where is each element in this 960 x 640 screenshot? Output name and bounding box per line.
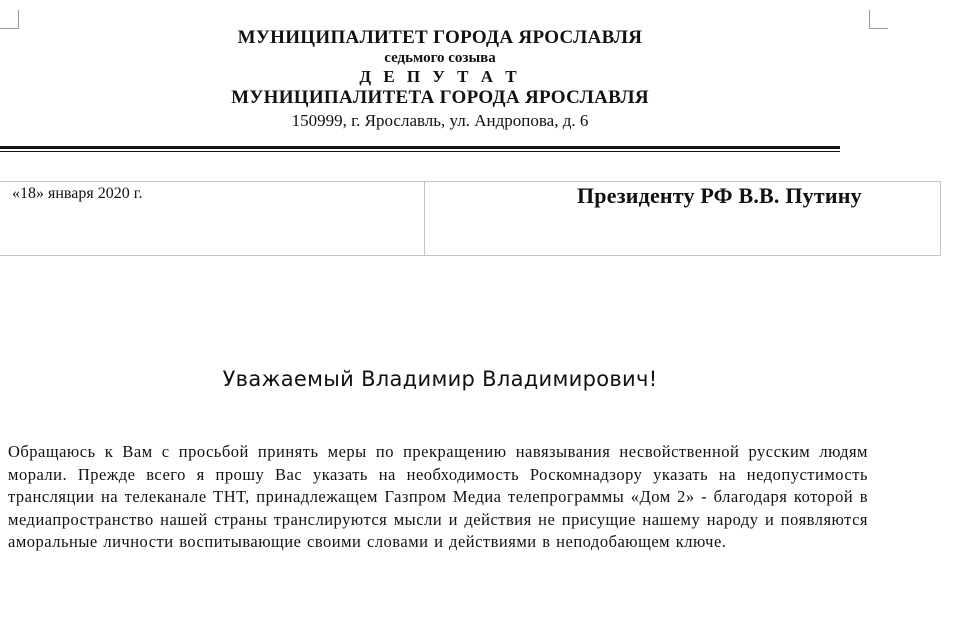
letter-date: «18» января 2020 г.	[12, 185, 143, 202]
table-cell-divider	[424, 182, 425, 255]
letterhead-org: МУНИЦИПАЛИТЕТ ГОРОДА ЯРОСЛАВЛЯ	[237, 27, 643, 48]
letterhead-rule-thick	[0, 146, 840, 149]
letter-addressee: Президенту РФ В.В. Путину	[577, 183, 862, 208]
letterhead-role: Д Е П У Т А Т	[359, 67, 521, 86]
letter-salutation: Уважаемый Владимир Владимирович!	[222, 367, 658, 391]
date-addressee-table	[0, 181, 941, 256]
letter-body: Обращаюсь к Вам с просьбой принять меры по прекращению навязывания несвойственной русским людям морали. Прежде всего я прошу Вас указать на необходимость Роскомнадзору указать на недопустимость трансляции на телеканале ТНТ, принадлежащем Газпром Медиа телепрограммы «Дом 2» - благодаря которой в медиапространство нашей страны транслируются мысли и действия не присущие нашему народу и появляются аморальные личности воспитывающие своими словами и действиями в неподобающем ключе.	[8, 442, 868, 551]
letterhead-rule-thin	[0, 151, 840, 152]
letterhead-convocation: седьмого созыва	[384, 50, 496, 66]
letterhead-role-org: МУНИЦИПАЛИТЕТА ГОРОДА ЯРОСЛАВЛЯ	[231, 87, 649, 108]
letterhead	[0, 26, 880, 133]
letterhead-address: 150999, г. Ярославль, ул. Андропова, д. 6	[291, 111, 589, 130]
